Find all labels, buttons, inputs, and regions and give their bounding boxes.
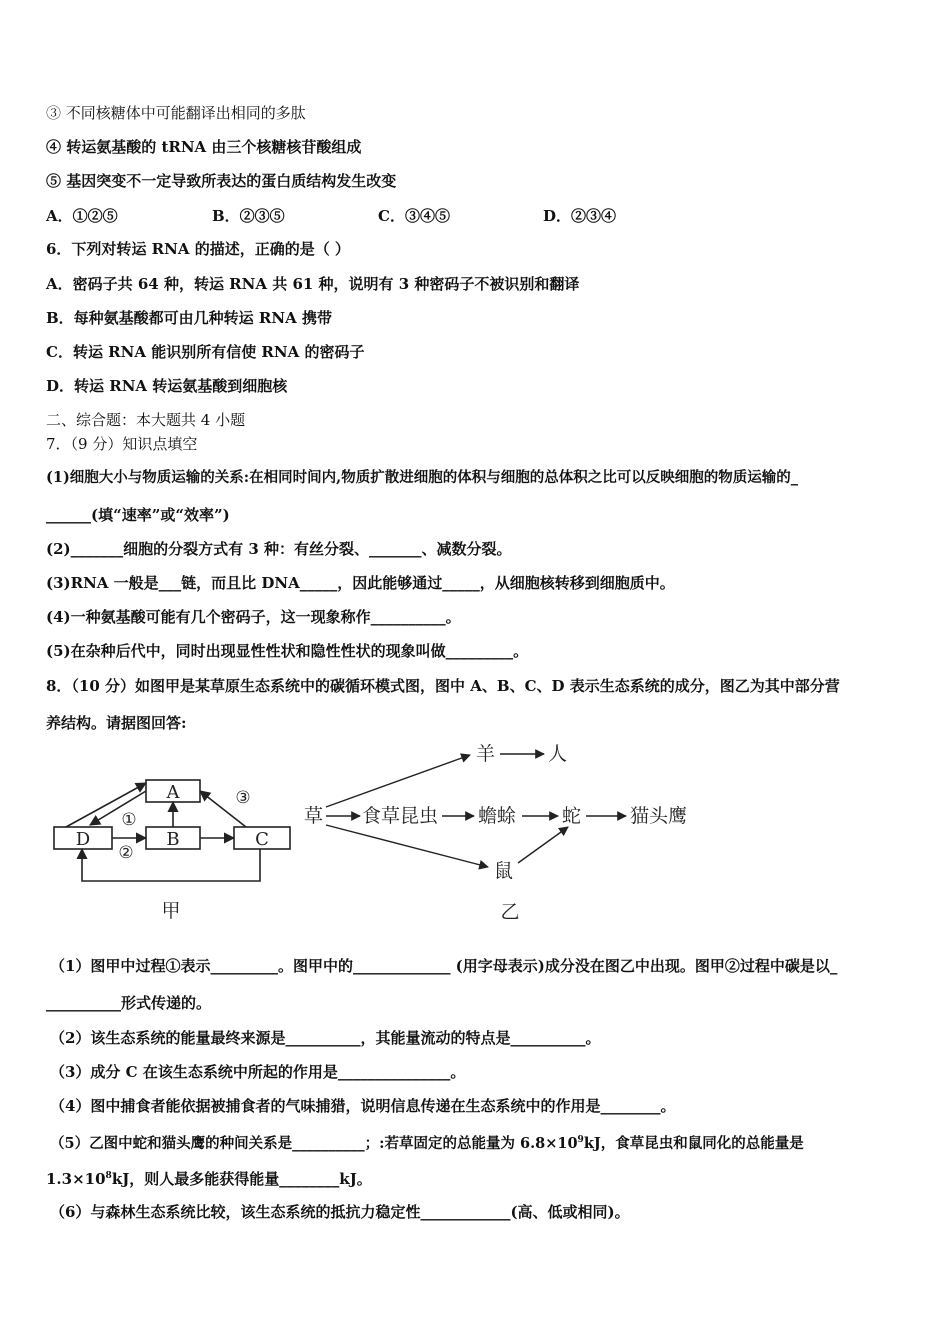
label-a: A [166, 782, 180, 803]
q7-item-1a: (1)细胞大小与物质运输的关系:在相同时间内,物质扩散进细胞的体积与细胞的总体积之比可以反映细胞的物质运输的_ [46, 469, 798, 486]
q8-part-4: （4）图中捕食者能依据被捕食者的气味捕猎，说明信息传递在生态系统中的作用是________。 [50, 1097, 676, 1115]
q6-stem: 6．下列对转运 RNA 的描述，正确的是（ ） [46, 240, 350, 258]
q6-option-a: A．密码子共 64 种，转运 RNA 共 61 种，说明有 3 种密码子不被识别和翻译 [46, 275, 580, 293]
node-grass: 草 [304, 805, 324, 827]
q7-stem: 7．（9 分）知识点填空 [46, 435, 198, 453]
q5-option-b: B．②③⑤ [212, 207, 285, 225]
arrow-a-to-d [90, 791, 146, 825]
node-owl: 猫头鹰 [630, 805, 688, 827]
q7-item-2: (2)_______细胞的分裂方式有 3 种：有丝分裂、_______、减数分裂。 [46, 540, 512, 558]
q5-statement-5: ⑤ 基因突变不一定导致所表达的蛋白质结构发生改变 [46, 172, 397, 190]
arrow-grass-mouse [326, 825, 488, 867]
figure-food-web [300, 735, 720, 925]
label-c: C [255, 829, 269, 850]
q7-item-4: (4)一种氨基酸可能有几个密码子，这一现象称作__________。 [46, 608, 461, 626]
q8-stem-1: 8．（10 分）如图甲是某草原生态系统中的碳循环模式图，图中 A、B、C、D 表示生态系统的成分，图乙为其中部分营 [46, 677, 840, 695]
q5-statement-3: ③ 不同核糖体中可能翻译出相同的多肽 [46, 104, 306, 122]
node-mouse: 鼠 [494, 860, 514, 882]
q6-option-b: B．每种氨基酸都可由几种转运 RNA 携带 [46, 309, 332, 327]
q8-part-6: （6）与森林生态系统比较，该生态系统的抵抗力稳定性____________(高、低或相同)。 [50, 1203, 630, 1221]
node-insect: 食草昆虫 [362, 805, 439, 827]
q5-option-d: D．②③④ [543, 207, 617, 225]
q8-stem-2: 养结构。请据图回答: [46, 714, 187, 732]
q7-item-1b: ______(填“速率”或“效率”) [46, 506, 230, 524]
q8-part-5b: $1.3\times 10^8kJ$，则人最多能获得能量________kJ。 [46, 1170, 372, 1188]
process-3-label: ③ [235, 788, 251, 808]
node-snake: 蛇 [562, 805, 582, 827]
node-toad: 蟾蜍 [478, 805, 517, 827]
q8-part-2: （2）该生态系统的能量最终来源是__________，其能量流动的特点是__________。 [50, 1029, 601, 1047]
caption-jia: 甲 [161, 900, 181, 922]
q5-option-c: C．③④⑤ [378, 207, 450, 225]
caption-yi: 乙 [500, 901, 520, 923]
figure-carbon-cycle [46, 745, 306, 930]
label-d: D [75, 829, 91, 850]
q8-part-1b: __________形式传递的。 [46, 994, 212, 1012]
node-sheep: 羊 [476, 743, 496, 765]
section-heading: 二、综合题：本大题共 4 小题 [46, 411, 246, 429]
q5-option-a: A．①②⑤ [46, 207, 118, 225]
node-human: 人 [548, 743, 568, 765]
arrow-grass-sheep [326, 755, 470, 807]
q7-item-5: (5)在杂种后代中，同时出现显性性状和隐性性状的现象叫做_________。 [46, 642, 529, 660]
arrow-mouse-snake [518, 827, 568, 863]
label-b: B [166, 829, 180, 850]
q8-part-5a: （5）乙图中蛇和猫头鹰的种间关系是__________；:若草固定的总能量为 $6.8\times 10^9kJ$，食草昆虫和鼠同化的总能量是 [50, 1134, 804, 1152]
q6-option-d: D．转运 RNA 转运氨基酸到细胞核 [46, 377, 288, 395]
process-1-label: ① [121, 810, 137, 830]
q7-item-3: (3)RNA 一般是___链，而且比 DNA_____，因此能够通过_____，从细胞核转移到细胞质中。 [46, 574, 675, 592]
q8-part-3: （3）成分 C 在该生态系统中所起的作用是_______________。 [50, 1063, 466, 1081]
arrow-c-to-d [82, 849, 260, 881]
q5-statement-4: ④ 转运氨基酸的 tRNA 由三个核糖核苷酸组成 [46, 138, 362, 156]
q8-part-1a: （1）图甲中过程①表示_________。图甲中的_____________ (用字母表示)成分没在图乙中出现。图甲②过程中碳是以_ [50, 957, 838, 975]
process-2-label: ② [118, 843, 134, 863]
q6-option-c: C．转运 RNA 能识别所有信使 RNA 的密码子 [46, 343, 365, 361]
